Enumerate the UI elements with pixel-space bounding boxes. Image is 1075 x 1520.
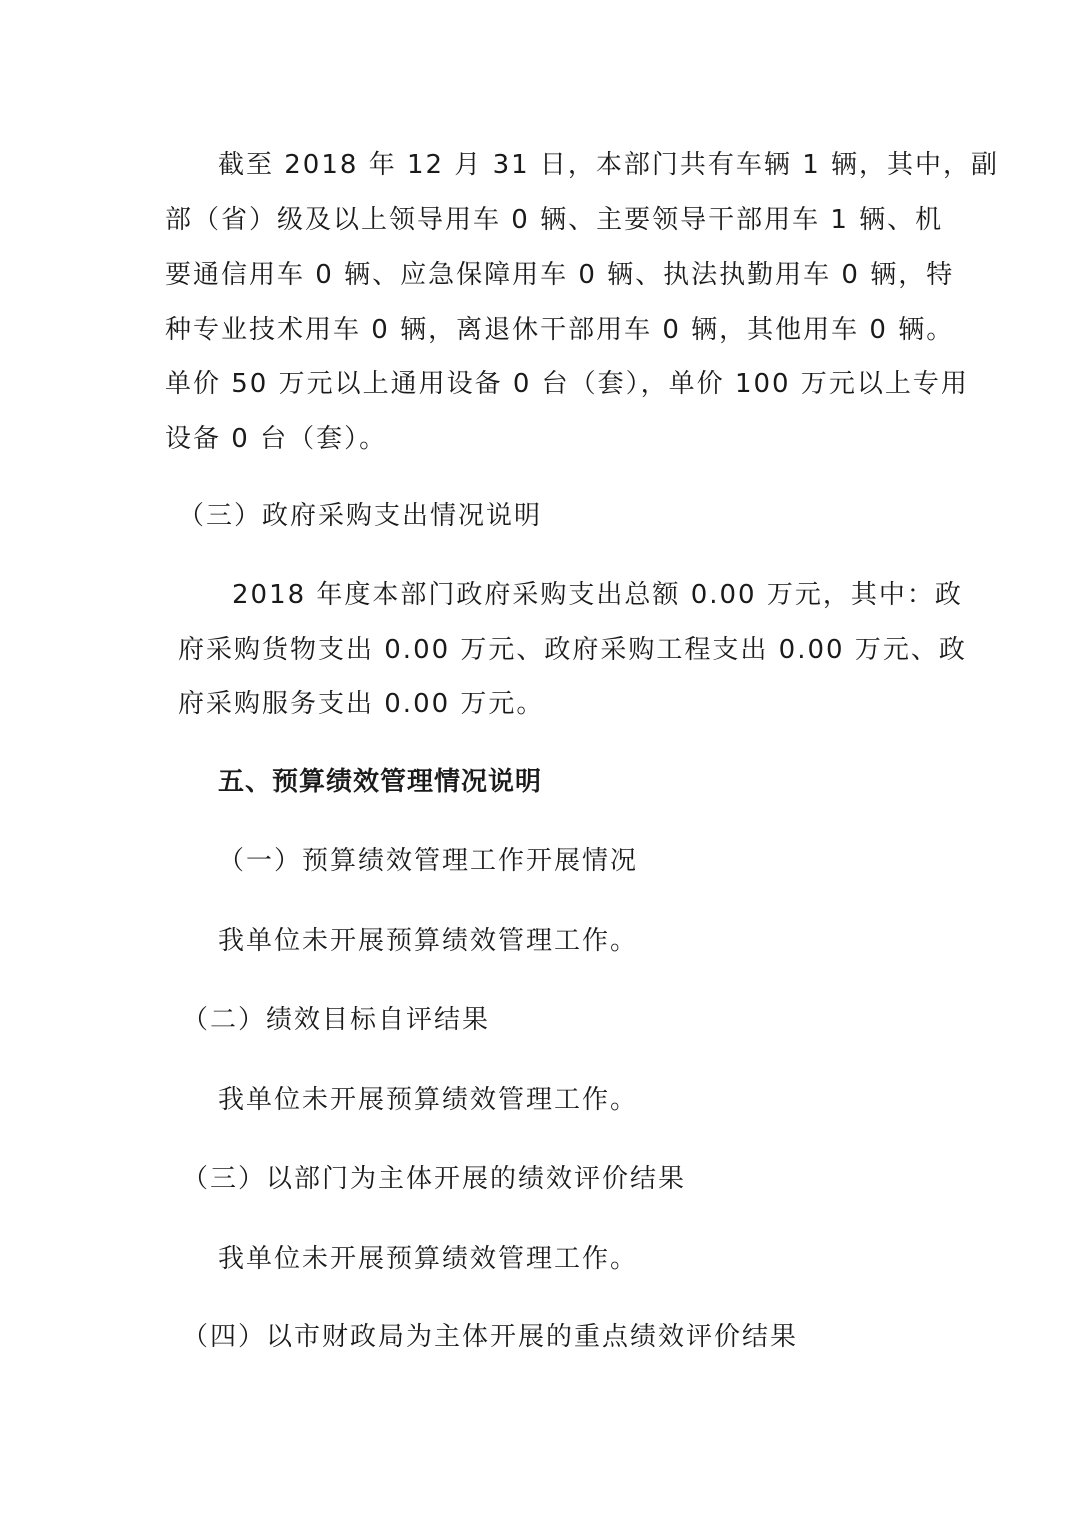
subsection-heading: （一）预算绩效管理工作开展情况: [218, 846, 639, 876]
paragraph-line: 府采购服务支出 0.00 万元。: [178, 689, 545, 719]
paragraph-line: 设备 0 台（套）。: [165, 424, 388, 454]
paragraph-line: 要通信用车 0 辆、应急保障用车 0 辆、执法执勤用车 0 辆，特: [165, 260, 955, 290]
subsection-heading: （三）以部门为主体开展的绩效评价结果: [182, 1164, 687, 1194]
subsection-heading: （四）以市财政局为主体开展的重点绩效评价结果: [182, 1322, 799, 1352]
subsection-text: 我单位未开展预算绩效管理工作。: [218, 1085, 639, 1115]
subsection-heading: （二）绩效目标自评结果: [182, 1005, 491, 1035]
paragraph-line: 部（省）级及以上领导用车 0 辆、主要领导干部用车 1 辆、机: [165, 205, 944, 235]
subsection-text: 我单位未开展预算绩效管理工作。: [218, 1244, 639, 1274]
procurement-heading: （三）政府采购支出情况说明: [178, 501, 543, 531]
paragraph-line: 单价 50 万元以上通用设备 0 台（套），单价 100 万元以上专用: [165, 369, 969, 399]
paragraph-line: 2018 年度本部门政府采购支出总额 0.00 万元，其中：政: [232, 580, 963, 610]
subsection-text: 我单位未开展预算绩效管理工作。: [218, 926, 639, 956]
paragraph-line: 府采购货物支出 0.00 万元、政府采购工程支出 0.00 万元、政: [178, 635, 967, 665]
paragraph-line: 截至 2018 年 12 月 31 日，本部门共有车辆 1 辆，其中，副: [218, 150, 999, 180]
paragraph-line: 种专业技术用车 0 辆，离退休干部用车 0 辆，其他用车 0 辆。: [165, 315, 955, 345]
section-title: 五、预算绩效管理情况说明: [218, 767, 543, 797]
